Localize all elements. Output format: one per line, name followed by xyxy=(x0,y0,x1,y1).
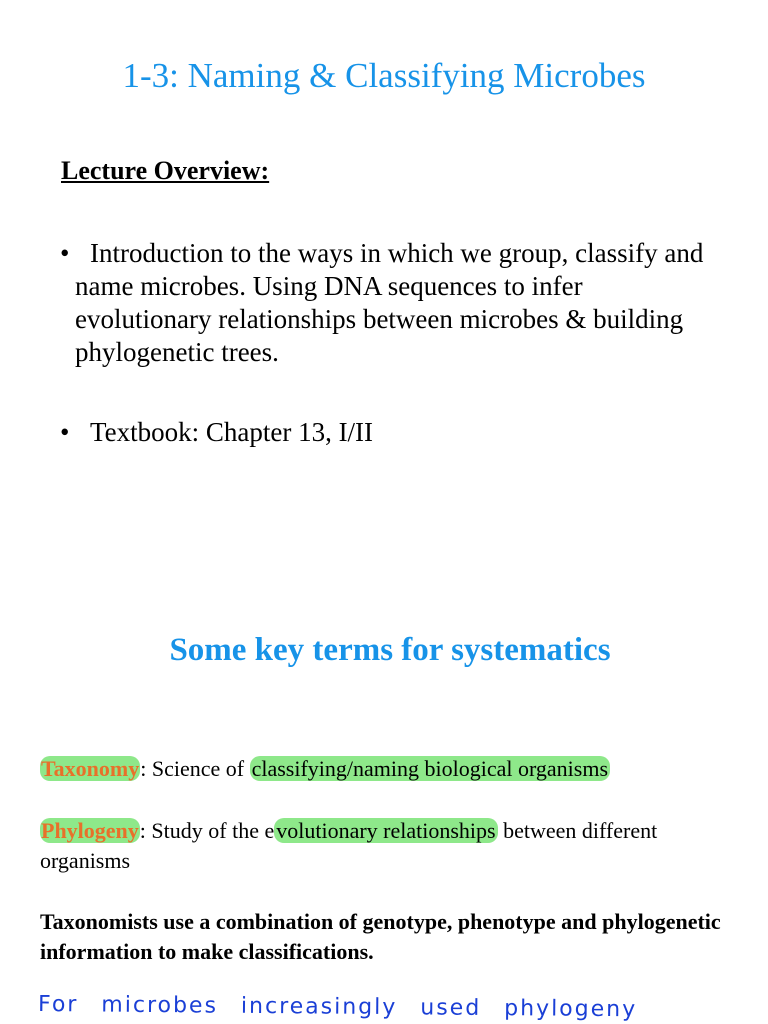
bullet-text: Introduction to the ways in which we group, classify and name microbes. Using DNA sequences to infer evolutionary relationships between microbes & building phylogenetic trees. xyxy=(75,238,704,367)
taxonomists-statement: Taxonomists use a combination of genotype, phenotype and phylogenetic information to make classifications. xyxy=(40,909,721,964)
overview-bullet-2 xyxy=(60,416,720,449)
highlighted-definition: classifying/naming biological organisms xyxy=(251,756,609,781)
overview-bullet-1 xyxy=(60,237,720,369)
term-taxonomy: Taxonomy xyxy=(41,756,140,781)
term-definition-taxonomy xyxy=(40,754,740,784)
definition-prefix: : Science of xyxy=(140,756,250,781)
term-phylogeny: Phylogeny xyxy=(41,818,139,843)
section-title: Some key terms for systematics xyxy=(169,632,611,668)
bullet-text: Textbook: Chapter 13, I/II xyxy=(90,417,374,447)
highlighted-definition: volutionary relationships xyxy=(276,818,496,843)
overview-heading: Lecture Overview: xyxy=(61,156,270,185)
definition-suffix: between different organisms xyxy=(40,818,658,873)
handwritten-note: For microbes increasingly used phylogeny xyxy=(37,992,638,1023)
slide-title: 1-3: Naming & Classifying Microbes xyxy=(122,56,646,95)
bullet-dot: • xyxy=(60,238,70,268)
term-definition-phylogeny xyxy=(40,816,740,876)
bullet-dot: • xyxy=(60,417,70,447)
definition-prefix: : Study of the e xyxy=(139,818,275,843)
